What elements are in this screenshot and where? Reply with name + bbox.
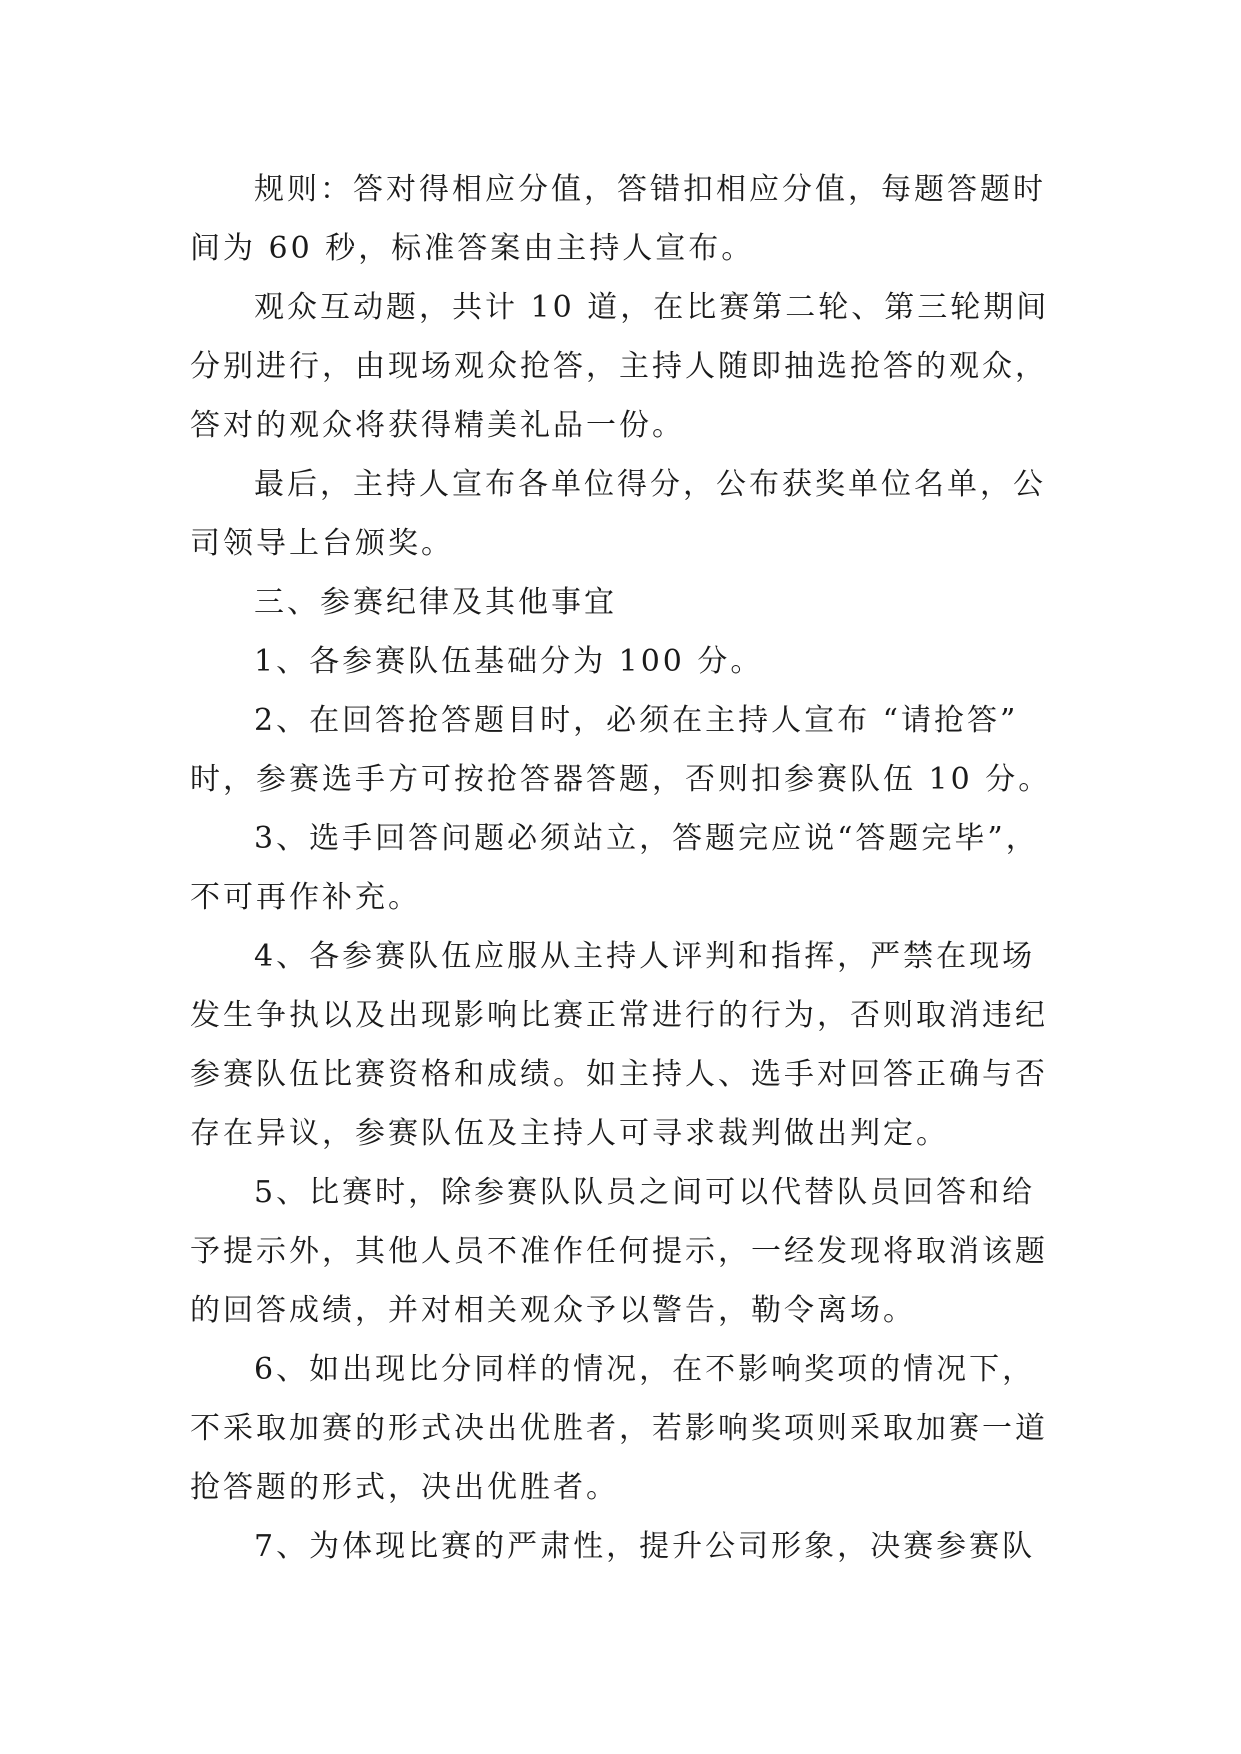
- text-line: 司领导上台颁奖。: [190, 526, 454, 561]
- text-line: 予提示外，其他人员不准作任何提示，一经发现将取消该题: [190, 1234, 1048, 1269]
- text-line: 不可再作补充。: [190, 880, 421, 915]
- text-line: 3、选手回答问题必须站立，答题完应说“答题完毕”，: [254, 821, 1039, 856]
- text-line: 抢答题的形式，决出优胜者。: [190, 1470, 619, 1505]
- text-line: 6、如出现比分同样的情况，在不影响奖项的情况下，: [254, 1352, 1036, 1387]
- text-line: 7、为体现比赛的严肃性，提升公司形象，决赛参赛队: [254, 1529, 1036, 1564]
- text-line: 4、各参赛队伍应服从主持人评判和指挥，严禁在现场: [254, 939, 1036, 974]
- text-line: 观众互动题，共计 10 道，在比赛第二轮、第三轮期间: [254, 290, 1050, 325]
- document-body: [190, 160, 1052, 1576]
- text-line: 答对的观众将获得精美礼品一份。: [190, 408, 685, 443]
- text-line: 最后，主持人宣布各单位得分，公布获奖单位名单，公: [254, 467, 1046, 502]
- text-line: 发生争执以及出现影响比赛正常进行的行为，否则取消违纪: [190, 998, 1048, 1033]
- text-line: 分别进行，由现场观众抢答，主持人随即抽选抢答的观众，: [190, 349, 1048, 384]
- text-line: 5、比赛时，除参赛队队员之间可以代替队员回答和给: [254, 1175, 1036, 1210]
- text-line: 规则：答对得相应分值，答错扣相应分值，每题答题时: [254, 172, 1046, 207]
- text-line: 存在异议，参赛队伍及主持人可寻求裁判做出判定。: [190, 1116, 949, 1151]
- text-line: 三、参赛纪律及其他事宜: [254, 585, 617, 620]
- text-line: 间为 60 秒，标准答案由主持人宣布。: [190, 231, 755, 266]
- text-line: 不采取加赛的形式决出优胜者，若影响奖项则采取加赛一道: [190, 1411, 1048, 1446]
- text-line: 2、在回答抢答题目时，必须在主持人宣布 “请抢答”: [254, 703, 1019, 738]
- text-line: 1、各参赛队伍基础分为 100 分。: [254, 644, 764, 679]
- text-line: 时，参赛选手方可按抢答器答题，否则扣参赛队伍 10 分。: [190, 762, 1052, 797]
- text-line: 的回答成绩，并对相关观众予以警告，勒令离场。: [190, 1293, 916, 1328]
- text-line: 参赛队伍比赛资格和成绩。如主持人、选手对回答正确与否: [190, 1057, 1048, 1092]
